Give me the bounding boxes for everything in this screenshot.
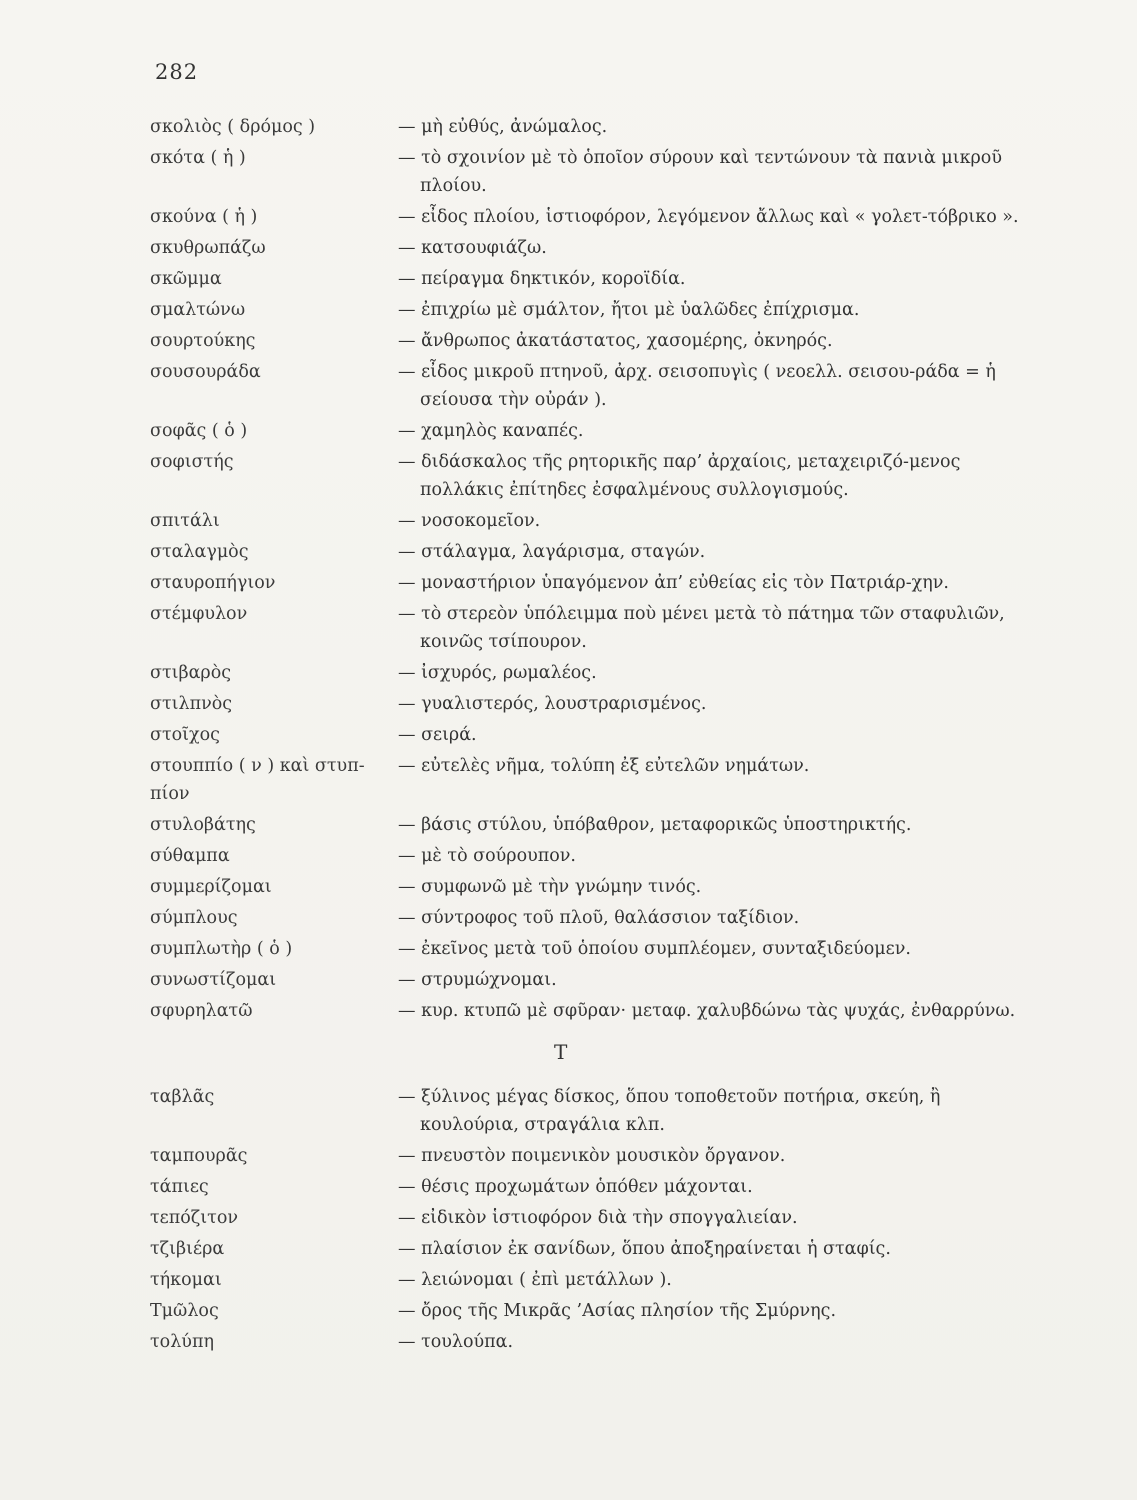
- entry-term: στιλπνὸς: [150, 694, 233, 714]
- entry-definition: — εἶδος μικροῦ πτηνοῦ, ἀρχ. σεισοπυγὶς ( νεοελλ. σεισου-ράδα = ἡ σείουσα τὴν οὐράν ).: [398, 362, 996, 410]
- glossary-entry: [150, 1266, 1020, 1294]
- glossary-entry: [150, 1235, 1020, 1263]
- entry-term: τάπιες: [150, 1177, 209, 1197]
- glossary-entry: [150, 234, 1020, 262]
- entry-definition: — κυρ. κτυπῶ μὲ σφῦραν· μεταφ. χαλυβδώνω τὰς ψυχάς, ἐνθαρρύνω.: [398, 1001, 1016, 1021]
- glossary-entry: [150, 358, 1020, 414]
- entry-term: στοῖχος: [150, 725, 220, 745]
- entry-term: τολύπη: [150, 1332, 214, 1352]
- entry-term: σύθαμπα: [150, 846, 230, 866]
- glossary-entry: [150, 600, 1020, 656]
- glossary-entry: [150, 935, 1020, 963]
- entry-definition: — θέσις προχωμάτων ὁπόθεν μάχονται.: [398, 1177, 753, 1197]
- entry-definition: — τουλούπα.: [398, 1332, 514, 1352]
- entry-term: σμαλτώνω: [150, 300, 246, 320]
- glossary-entry: [150, 203, 1020, 231]
- entry-term: τήκομαι: [150, 1270, 222, 1290]
- entry-term: στουππίο ( ν ) καὶ στυπ-πίον: [150, 756, 365, 804]
- entry-definition: — διδάσκαλος τῆς ρητορικῆς παρ’ ἀρχαίοις, μεταχειριζό-μενος πολλάκις ἐπίτηδες ἐσφαλμένους συλλογισμούς.: [398, 452, 961, 500]
- glossary-entry: [150, 1142, 1020, 1170]
- entry-definition: — ἐπιχρίω μὲ σμάλτον, ἤτοι μὲ ὑαλῶδες ἐπίχρισμα.: [398, 300, 860, 320]
- glossary-entry: [150, 659, 1020, 687]
- entry-definition: — εὐτελὲς νῆμα, τολύπη ἐξ εὐτελῶν νημάτων.: [398, 756, 810, 776]
- entry-definition: — χαμηλὸς καναπές.: [398, 421, 584, 441]
- entry-definition: — στάλαγμα, λαγάρισμα, σταγών.: [398, 542, 706, 562]
- entry-term: συμπλωτὴρ ( ὁ ): [150, 939, 293, 959]
- glossary-entry: [150, 873, 1020, 901]
- entry-definition: — τὸ σχοινίον μὲ τὸ ὁποῖον σύρουν καὶ τεντώνουν τὰ πανιὰ μικροῦ πλοίου.: [398, 148, 1002, 196]
- entry-definition: — μοναστήριον ὑπαγόμενον ἀπ’ εὐθείας εἰς τὸν Πατριάρ-χην.: [398, 573, 949, 593]
- entry-definition: — νοσοκομεῖον.: [398, 511, 541, 531]
- entry-definition: — σύντροφος τοῦ πλοῦ, θαλάσσιον ταξίδιον.: [398, 908, 800, 928]
- glossary-entry: [150, 327, 1020, 355]
- glossary-entry: [150, 113, 1020, 141]
- glossary-entry: [150, 904, 1020, 932]
- glossary-entry: [150, 966, 1020, 994]
- entry-definition: — μὲ τὸ σούρουπον.: [398, 846, 576, 866]
- glossary-entry: [150, 690, 1020, 718]
- entry-term: σπιτάλι: [150, 511, 220, 531]
- entry-term: σκούνα ( ἡ ): [150, 207, 258, 227]
- page-number: 282: [155, 60, 199, 84]
- entry-definition: — στρυμώχνομαι.: [398, 970, 557, 990]
- entry-definition: — εἰδικὸν ἱστιοφόρον διὰ τὴν σπογγαλιείαν.: [398, 1208, 798, 1228]
- entry-term: σφυρηλατῶ: [150, 1001, 253, 1021]
- glossary-entry: [150, 1083, 1020, 1139]
- entry-definition: — πείραγμα δηκτικόν, κοροϊδία.: [398, 269, 686, 289]
- entry-term: σταλαγμὸς: [150, 542, 249, 562]
- glossary-entry: [150, 752, 1020, 808]
- entry-term: στέμφυλον: [150, 604, 248, 624]
- entry-term: σκῶμμα: [150, 269, 222, 289]
- entry-term: συμμερίζομαι: [150, 877, 272, 897]
- glossary-entry: [150, 448, 1020, 504]
- entries-section-tau: [150, 1083, 1020, 1356]
- glossary-entry: [150, 1173, 1020, 1201]
- glossary-entry: [150, 1204, 1020, 1232]
- glossary-entry: [150, 569, 1020, 597]
- glossary-entry: [150, 997, 1020, 1025]
- entry-term: σοφᾶς ( ὁ ): [150, 421, 248, 441]
- entry-term: σκυθρωπάζω: [150, 238, 266, 258]
- glossary-entry: [150, 417, 1020, 445]
- entry-term: ταβλᾶς: [150, 1087, 215, 1107]
- entry-term: σκότα ( ἡ ): [150, 148, 246, 168]
- entry-term: ταμπουρᾶς: [150, 1146, 248, 1166]
- entry-term: στιβαρὸς: [150, 663, 232, 683]
- entry-definition: — ὄρος τῆς Μικρᾶς ’Ασίας πλησίον τῆς Σμύρνης.: [398, 1301, 837, 1321]
- entry-definition: — βάσις στύλου, ὑπόβαθρον, μεταφορικῶς ὑποστηρικτής.: [398, 815, 912, 835]
- entry-term: σοφιστής: [150, 452, 234, 472]
- glossary-entry: [150, 296, 1020, 324]
- entry-term: στυλοβάτης: [150, 815, 256, 835]
- entries-section-sigma: [150, 113, 1020, 1025]
- glossary-entry: [150, 1297, 1020, 1325]
- entry-term: σκολιὸς ( δρόμος ): [150, 117, 316, 137]
- entry-term: τζιβιέρα: [150, 1239, 225, 1259]
- glossary-entries: [150, 113, 1020, 1359]
- glossary-entry: [150, 721, 1020, 749]
- entry-definition: — πνευστὸν ποιμενικὸν μουσικὸν ὄργανον.: [398, 1146, 786, 1166]
- entry-definition: — συμφωνῶ μὲ τὴν γνώμην τινός.: [398, 877, 702, 897]
- entry-definition: — πλαίσιον ἐκ σανίδων, ὅπου ἀποξηραίνεται ἡ σταφίς.: [398, 1239, 891, 1259]
- section-letter-tau: Τ: [554, 1040, 568, 1064]
- entry-term: σύμπλους: [150, 908, 238, 928]
- entry-definition: — γυαλιστερός, λουστραρισμένος.: [398, 694, 707, 714]
- entry-definition: — κατσουφιάζω.: [398, 238, 547, 258]
- glossary-entry: [150, 265, 1020, 293]
- entry-definition: — ἐκεῖνος μετὰ τοῦ ὁποίου συμπλέομεν, συνταξιδεύομεν.: [398, 939, 911, 959]
- entry-term: Τμῶλος: [150, 1301, 219, 1321]
- glossary-entry: [150, 507, 1020, 535]
- glossary-entry: [150, 842, 1020, 870]
- entry-definition: — ξύλινος μέγας δίσκος, ὅπου τοποθετοῦν ποτήρια, σκεύη, ἢ κουλούρια, στραγάλια κλπ.: [398, 1087, 941, 1135]
- entry-definition: — σειρά.: [398, 725, 477, 745]
- glossary-entry: [150, 144, 1020, 200]
- entry-definition: — ἄνθρωπος ἀκατάστατος, χασομέρης, ὀκνηρός.: [398, 331, 833, 351]
- glossary-entry: [150, 811, 1020, 839]
- entry-term: τεπόζιτον: [150, 1208, 238, 1228]
- glossary-entry: [150, 538, 1020, 566]
- entry-term: σταυροπήγιον: [150, 573, 276, 593]
- entry-definition: — λειώνομαι ( ἐπὶ μετάλλων ).: [398, 1270, 672, 1290]
- entry-term: συνωστίζομαι: [150, 970, 277, 990]
- entry-definition: — μὴ εὐθύς, ἀνώμαλος.: [398, 117, 608, 137]
- entry-definition: — εἶδος πλοίου, ἱστιοφόρον, λεγόμενον ἄλλως καὶ « γολετ-τόβρικο ».: [398, 207, 1019, 227]
- entry-definition: — ἰσχυρός, ρωμαλέος.: [398, 663, 597, 683]
- entry-definition: — τὸ στερεὸν ὑπόλειμμα ποὺ μένει μετὰ τὸ πάτημα τῶν σταφυλιῶν, κοινῶς τσίπουρον.: [398, 604, 1005, 652]
- entry-term: σουσουράδα: [150, 362, 261, 382]
- glossary-entry: [150, 1328, 1020, 1356]
- entry-term: σουρτούκης: [150, 331, 256, 351]
